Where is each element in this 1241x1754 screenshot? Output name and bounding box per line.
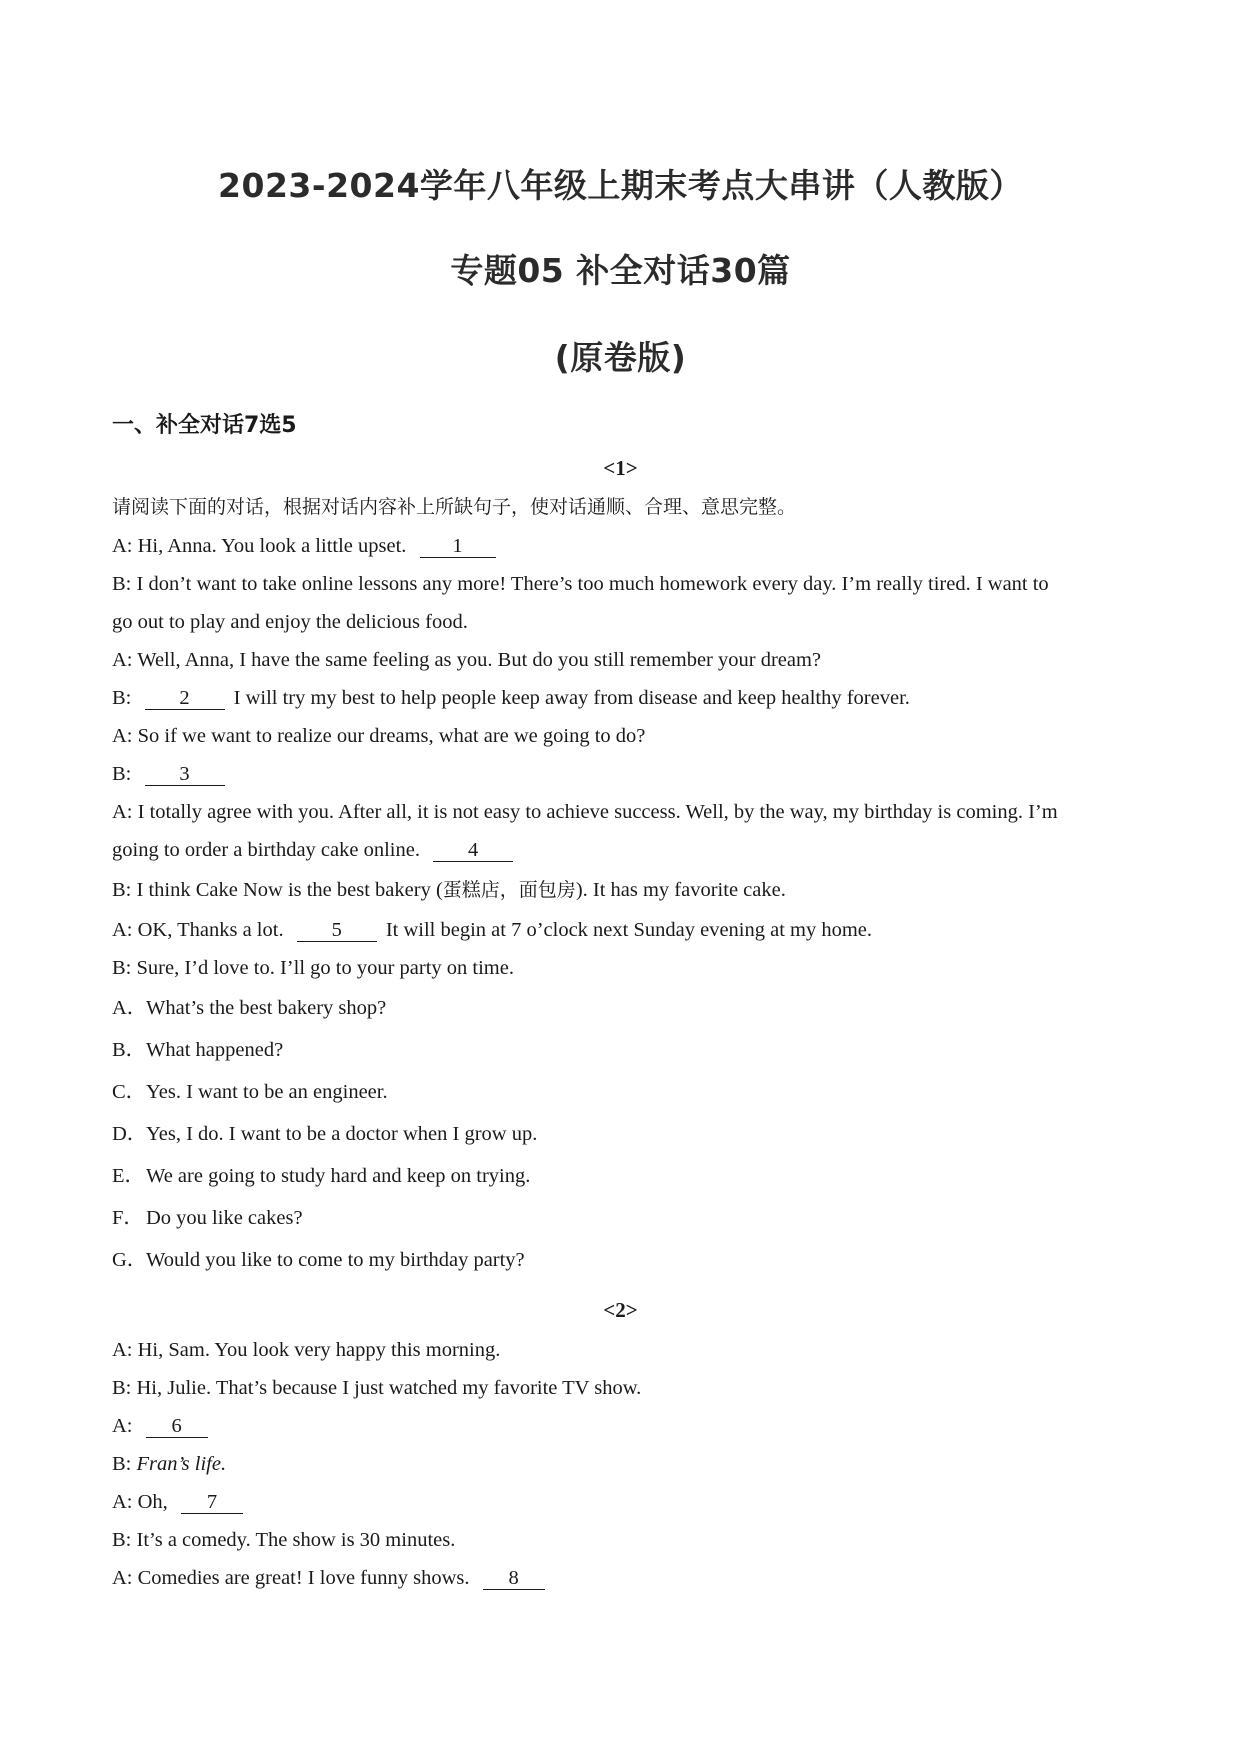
option-letter: E． bbox=[112, 1165, 146, 1187]
dialogue-line bbox=[112, 1413, 1132, 1439]
dialogue-text: It will begin at 7 o’clock next Sunday evening at my home. bbox=[385, 919, 873, 941]
dialogue-text: B: I think Cake Now is the best bakery ( bbox=[112, 879, 443, 901]
option-c bbox=[112, 1079, 1132, 1105]
dialogue-line: A: I totally agree with you. After all, it is not easy to achieve success. Well, by the way, my birthday is coming. I’m bbox=[112, 801, 1058, 823]
option-text: Yes. I want to be an engineer. bbox=[146, 1081, 388, 1103]
dialogue-line: B: Hi, Julie. That’s because I just watched my favorite TV show. bbox=[112, 1377, 642, 1399]
dialogue-line bbox=[112, 533, 1132, 559]
option-text: We are going to study hard and keep on trying. bbox=[146, 1165, 531, 1187]
section-heading: 一、补全对话7选5 bbox=[112, 413, 297, 438]
dialogue-line: B: I don’t want to take online lessons any more! There’s too much homework every day. I’m really tired. I want to bbox=[112, 573, 1049, 595]
dialogue-line bbox=[112, 837, 1132, 863]
option-d bbox=[112, 1121, 1132, 1147]
speaker-label: A: bbox=[112, 1415, 133, 1437]
option-text: Do you like cakes? bbox=[146, 1207, 303, 1229]
answer-blank: 2 bbox=[145, 687, 225, 710]
speaker-label: B: bbox=[112, 687, 132, 709]
option-letter: C． bbox=[112, 1081, 147, 1103]
dialogue-text: A: OK, Thanks a lot. bbox=[112, 919, 284, 941]
answer-blank: 4 bbox=[433, 839, 513, 862]
dialogue-line bbox=[112, 877, 1132, 903]
passage-number: <2> bbox=[603, 1298, 638, 1322]
option-letter: F． bbox=[112, 1207, 144, 1229]
speaker-label: A: Oh, bbox=[112, 1491, 168, 1513]
dialogue-line: A: So if we want to realize our dreams, what are we going to do? bbox=[112, 725, 646, 747]
answer-blank: 6 bbox=[146, 1415, 208, 1438]
option-text: Would you like to come to my birthday party? bbox=[146, 1249, 525, 1271]
dialogue-line: B: Sure, I’d love to. I’ll go to your party on time. bbox=[112, 957, 514, 979]
option-e bbox=[112, 1163, 1132, 1189]
dialogue-text: A: Hi, Anna. You look a little upset. bbox=[112, 535, 407, 557]
dialogue-line bbox=[112, 917, 1132, 943]
dialogue-line: go out to play and enjoy the delicious food. bbox=[112, 611, 468, 633]
dialogue-text: I will try my best to help people keep away from disease and keep healthy forever. bbox=[233, 687, 910, 709]
passage-number: <1> bbox=[603, 456, 638, 480]
option-letter: G． bbox=[112, 1249, 148, 1271]
option-a bbox=[112, 995, 1132, 1021]
answer-blank: 1 bbox=[420, 535, 496, 558]
answer-blank: 3 bbox=[145, 763, 225, 786]
option-text: What’s the best bakery shop? bbox=[146, 997, 387, 1019]
dialogue-line bbox=[112, 761, 1132, 787]
dialogue-text: A: Comedies are great! I love funny shows. bbox=[112, 1567, 470, 1589]
option-b bbox=[112, 1037, 1132, 1063]
dialogue-text: going to order a birthday cake online. bbox=[112, 839, 420, 861]
option-letter: D． bbox=[112, 1123, 148, 1145]
dialogue-line: A: Well, Anna, I have the same feeling as you. But do you still remember your dream? bbox=[112, 649, 822, 671]
answer-blank: 5 bbox=[297, 919, 377, 942]
answer-blank: 8 bbox=[483, 1567, 545, 1590]
instruction-text: 请阅读下面的对话，根据对话内容补上所缺句子，使对话通顺、合理、意思完整。 bbox=[112, 496, 797, 518]
option-letter: A． bbox=[112, 997, 148, 1019]
dialogue-line bbox=[112, 685, 1132, 711]
dialogue-line: B: It’s a comedy. The show is 30 minutes. bbox=[112, 1529, 456, 1551]
option-f bbox=[112, 1205, 1132, 1231]
answer-blank: 7 bbox=[181, 1491, 243, 1514]
option-text: What happened? bbox=[146, 1039, 284, 1061]
speaker-label: B: bbox=[112, 763, 132, 785]
speaker-label: B: bbox=[112, 1453, 132, 1475]
document-title: 2023-2024学年八年级上期末考点大串讲（人教版） bbox=[218, 166, 1023, 205]
dialogue-line bbox=[112, 1451, 1132, 1477]
dialogue-line bbox=[112, 1565, 1132, 1591]
chinese-gloss: 蛋糕店，面包房 bbox=[442, 879, 576, 901]
option-text: Yes, I do. I want to be a doctor when I grow up. bbox=[146, 1123, 538, 1145]
document-version-label: (原卷版) bbox=[554, 338, 687, 377]
dialogue-text: ). It has my favorite cake. bbox=[575, 879, 786, 901]
dialogue-line: A: Hi, Sam. You look very happy this morning. bbox=[112, 1339, 501, 1361]
document-subtitle: 专题05 补全对话30篇 bbox=[450, 251, 791, 290]
option-g bbox=[112, 1247, 1132, 1273]
dialogue-line bbox=[112, 1489, 1132, 1515]
show-title: Fran’s life. bbox=[136, 1453, 227, 1475]
option-letter: B． bbox=[112, 1039, 147, 1061]
